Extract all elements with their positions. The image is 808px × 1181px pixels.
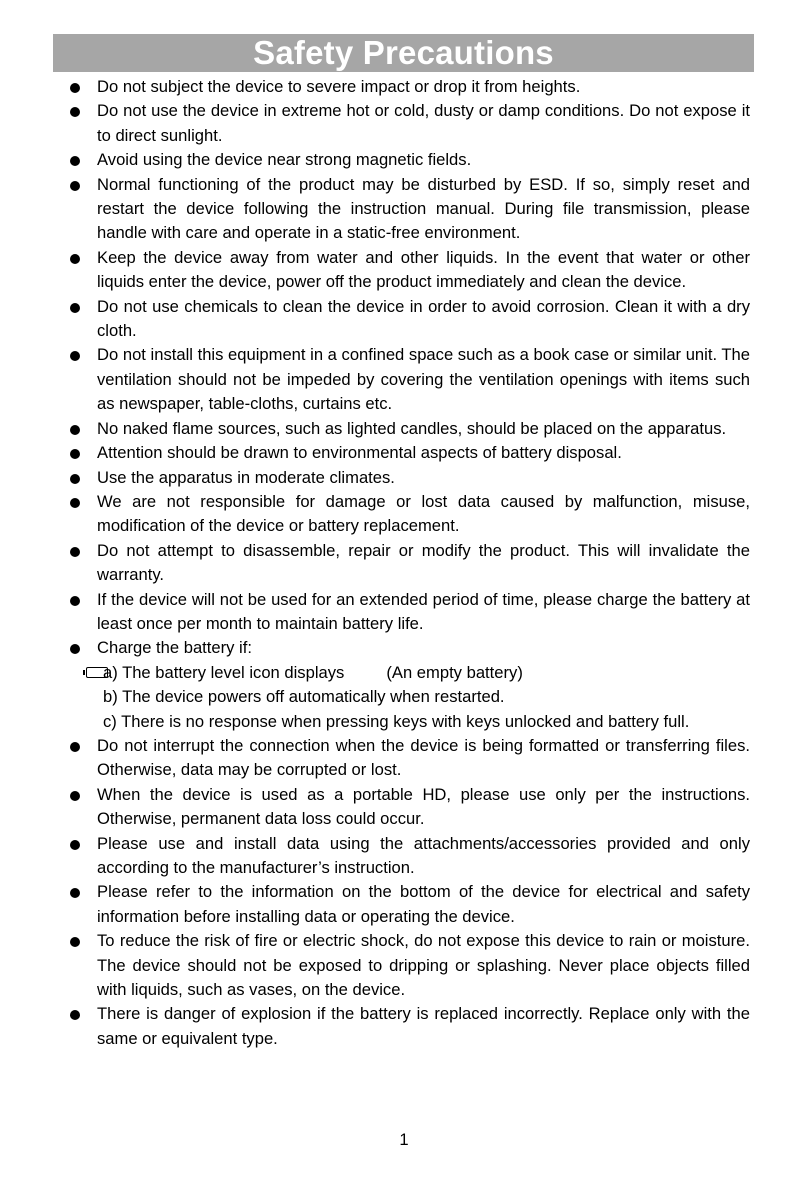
list-item xyxy=(0,148,808,172)
bullet-icon xyxy=(70,156,80,166)
list-item-text: Attention should be drawn to environmental aspects of battery disposal. xyxy=(97,443,622,463)
list-item-text: Do not subject the device to severe impact or drop it from heights. xyxy=(97,77,581,96)
bullet-icon xyxy=(70,888,80,898)
page-title: Safety Precautions xyxy=(253,34,554,71)
list-item xyxy=(0,929,808,1002)
bullet-icon xyxy=(70,840,80,850)
list-item xyxy=(0,75,808,99)
list-item-text: Keep the device away from water and other liquids. In the event that water or other liquids enter the device, power off the product immediately and clean the device. xyxy=(97,247,750,292)
bullet-icon xyxy=(70,474,80,484)
list-item xyxy=(0,1002,808,1051)
list-item xyxy=(0,539,808,588)
list-item-text: Please refer to the information on the bottom of the device for electrical and safety information before installing data or operating the device. xyxy=(97,882,750,926)
list-item-text: Normal functioning of the product may be disturbed by ESD. If so, simply reset and restart the device following the instruction manual. During file transmission, please handle with care and operate in a static-free environment. xyxy=(97,174,750,243)
list-item xyxy=(0,441,808,465)
bullet-icon xyxy=(70,83,80,93)
list-item-text: Avoid using the device near strong magnetic fields. xyxy=(97,150,472,170)
list-item-text: Do not interrupt the connection when the device is being formatted or transferring files. Otherwise, data may be corrupted or lost. xyxy=(97,735,750,780)
bullet-icon xyxy=(70,596,80,606)
list-item xyxy=(0,783,808,832)
bullet-icon xyxy=(70,791,80,801)
list-item xyxy=(0,490,808,539)
list-item-text: No naked flame sources, such as lighted candles, should be placed on the apparatus. xyxy=(97,418,727,438)
charge-condition-c: c) There is no response when pressing keys with keys unlocked and battery full. xyxy=(103,711,690,731)
list-item xyxy=(0,343,808,416)
charge-condition-a-note: (An empty battery) xyxy=(386,662,523,682)
bullet-icon xyxy=(70,498,80,508)
precautions-list xyxy=(0,75,808,1051)
bullet-icon xyxy=(70,547,80,557)
charge-condition-b: b) The device powers off automatically when restarted. xyxy=(103,687,505,707)
empty-battery-icon xyxy=(86,667,108,678)
list-item xyxy=(0,417,808,441)
charge-condition-a xyxy=(0,661,808,685)
list-item-text: Do not use chemicals to clean the device in order to avoid corrosion. Clean it with a dry cloth. xyxy=(97,296,750,341)
bullet-icon xyxy=(70,449,80,459)
title-banner xyxy=(53,34,754,72)
bullet-icon xyxy=(70,1010,80,1020)
list-item xyxy=(0,295,808,344)
list-item xyxy=(0,173,808,246)
list-item xyxy=(0,880,808,929)
list-item xyxy=(0,588,808,637)
list-item-text: There is danger of explosion if the battery is replaced incorrectly. Replace only with the same or equivalent type. xyxy=(97,1004,750,1048)
charge-condition-a-text: a) The battery level icon displays xyxy=(103,662,345,682)
bullet-icon xyxy=(70,644,80,654)
bullet-icon xyxy=(70,181,80,191)
list-item-text: Please use and install data using the attachments/accessories provided and only according to the manufacturer’s instruction. xyxy=(97,833,750,877)
list-item-text: When the device is used as a portable HD, please use only per the instructions. Otherwise, permanent data loss could occur. xyxy=(97,784,750,829)
bullet-icon xyxy=(70,351,80,361)
list-item xyxy=(0,466,808,490)
list-item-text: We are not responsible for damage or lost data caused by malfunction, misuse, modification of the device or battery replacement. xyxy=(97,491,750,536)
list-item-text: Use the apparatus in moderate climates. xyxy=(97,467,395,487)
list-item xyxy=(0,99,808,148)
list-item-text: If the device will not be used for an extended period of time, please charge the battery at least once per month to maintain battery life. xyxy=(97,589,750,633)
list-item-text: Do not attempt to disassemble, repair or modify the product. This will invalidate the warranty. xyxy=(97,540,750,585)
page-number: 1 xyxy=(399,1130,409,1149)
list-item xyxy=(0,832,808,881)
bullet-icon xyxy=(70,425,80,435)
bullet-icon xyxy=(70,254,80,264)
list-item-text: Charge the battery if: xyxy=(97,638,252,658)
list-item xyxy=(0,734,808,783)
list-item xyxy=(0,246,808,295)
bullet-icon xyxy=(70,303,80,313)
list-item xyxy=(0,636,808,660)
bullet-icon xyxy=(70,742,80,752)
bullet-icon xyxy=(70,107,80,117)
list-item-text: Do not use the device in extreme hot or cold, dusty or damp conditions. Do not expose it to direct sunlight. xyxy=(97,101,750,145)
list-item-text: Do not install this equipment in a confined space such as a book case or similar unit. The ventilation should not be impeded by covering the ventilation openings with items such as newspaper, table-cloths, curtains etc. xyxy=(97,345,750,414)
bullet-icon xyxy=(70,937,80,947)
list-item-text: To reduce the risk of fire or electric shock, do not expose this device to rain or moisture. The device should not be exposed to dripping or splashing. Never place objects filled with liquids, such as vases, on the device. xyxy=(97,931,750,1000)
